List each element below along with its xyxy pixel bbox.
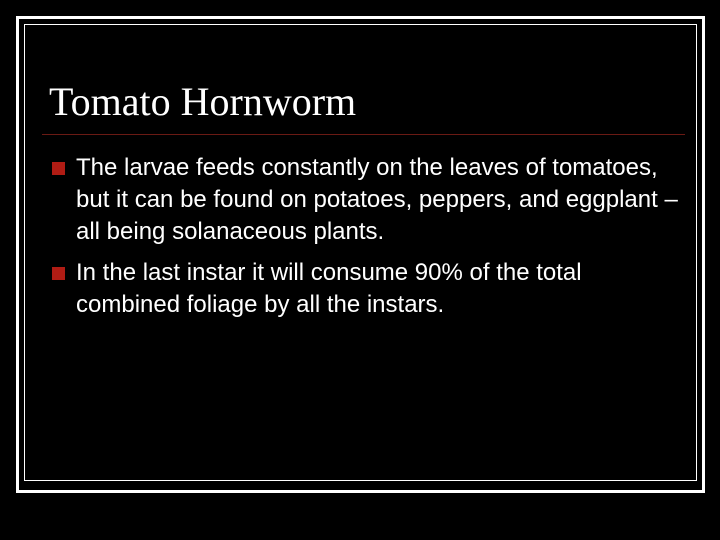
bullet-text: In the last instar it will consume 90% of the total combined foliage by all the instars. bbox=[76, 259, 582, 318]
bullet-list bbox=[52, 152, 682, 330]
bullet-item bbox=[52, 152, 682, 248]
bullet-text: The larvae feeds constantly on the leaves of tomatoes, but it can be found on potatoes, peppers, and eggplant – all being solanaceous plants. bbox=[76, 154, 678, 245]
square-bullet-icon bbox=[52, 162, 65, 175]
square-bullet-icon bbox=[52, 267, 65, 280]
slide-title: Tomato Hornworm bbox=[49, 79, 357, 124]
title-divider bbox=[42, 134, 685, 135]
bullet-item bbox=[52, 257, 682, 321]
